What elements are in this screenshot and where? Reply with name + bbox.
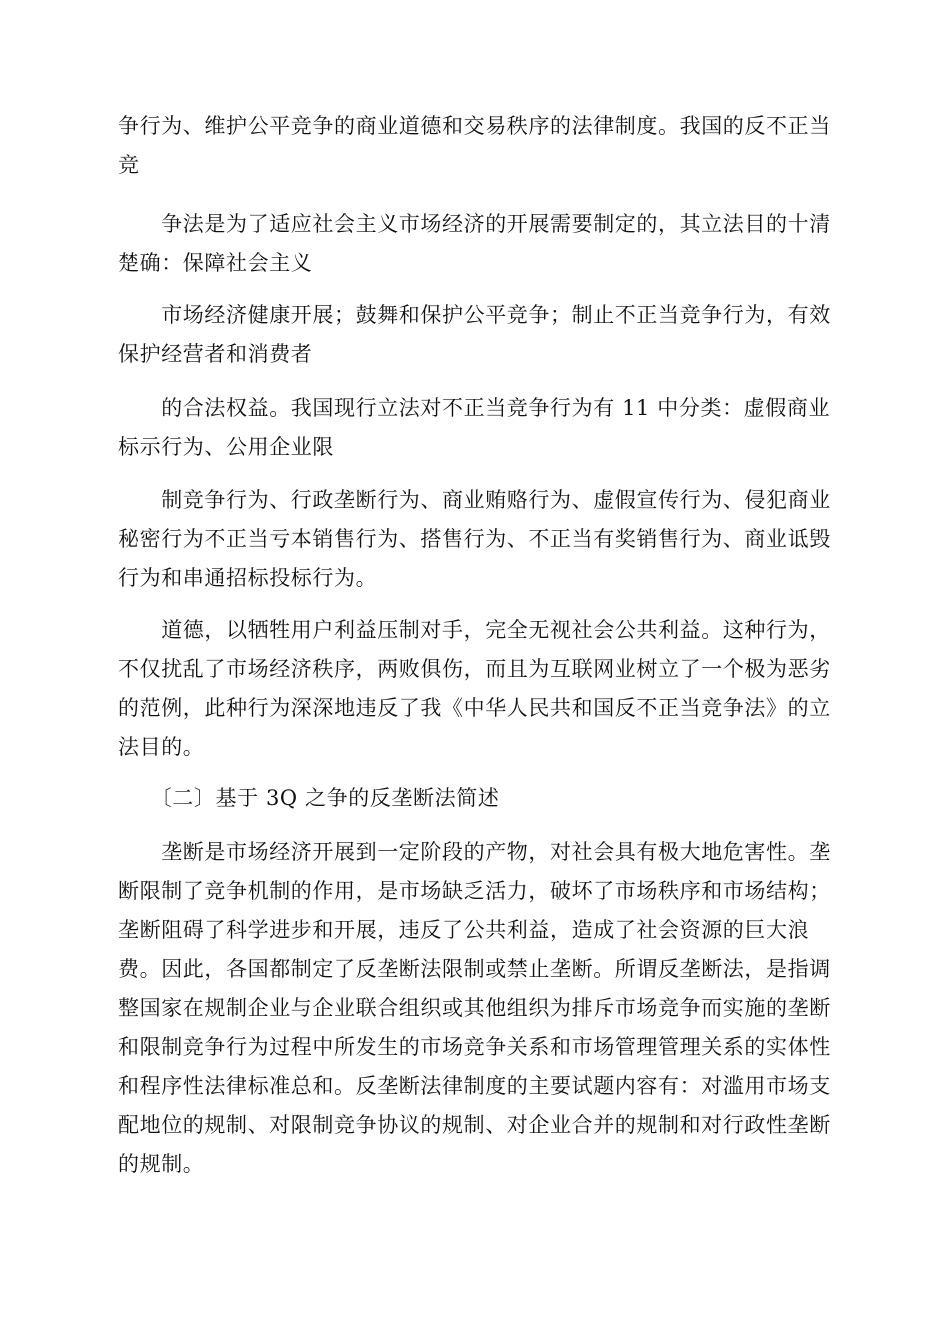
paragraph-4: 的合法权益。我国现行立法对不正当竞争行为有 11 中分类：虚假商业标示行为、公用企业限 [118, 396, 831, 459]
paragraph-5: 制竞争行为、行政垄断行为、商业贿赂行为、虚假宣传行为、侵犯商业秘密行为不正当亏本销售行为、搭售行为、不正当有奖销售行为、商业诋毁行为和串通招标投标行为。 [118, 488, 831, 590]
paragraph-3: 市场经济健康开展；鼓舞和保护公平竞争；制止不正当竞争行为，有效保护经营者和消费者 [118, 303, 831, 366]
paragraph-1: 争行为、维护公平竞争的商业道德和交易秩序的法律制度。我国的反不正当竞 [118, 114, 831, 177]
paragraph-2: 争法是为了适应社会主义市场经济的开展需要制定的，其立法目的十清楚确：保障社会主义 [118, 212, 831, 275]
paragraph-7: 垄断是市场经济开展到一定阶段的产物，对社会具有极大地危害性。垄断限制了竞争机制的作用，是市场缺乏活力，破坏了市场秩序和市场结构；垄断阻碍了科学进步和开展，违反了公共利益，造成了社会资源的巨大浪费。因此，各国都制定了反垄断法限制或禁止垄断。所谓反垄断法，是指调整国家在规制企业与企业联合组织或其他组织为排斥市场竞争而实施的垄断和限制竞争行为过程中所发生的市场竞争关系和市场管理管理关系的实体性和程序性法律标准总和。反垄断法律制度的主要试题内容有：对滥用市场支配地位的规制、对限制竞争协议的规制、对企业合并的规制和对行政性垄断的规制。 [118, 840, 831, 1176]
paragraph-6: 道德，以牺牲用户利益压制对手，完全无视社会公共利益。这种行为，不仅扰乱了市场经济秩序，两败俱伤，而且为互联网业树立了一个极为恶劣的范例，此种行为深深地违反了我《中华人民共和国反不正当竞争法》的立法目的。 [118, 618, 831, 759]
section-heading: 〔二〕基于 3Q 之争的反垄断法简述 [118, 786, 500, 810]
